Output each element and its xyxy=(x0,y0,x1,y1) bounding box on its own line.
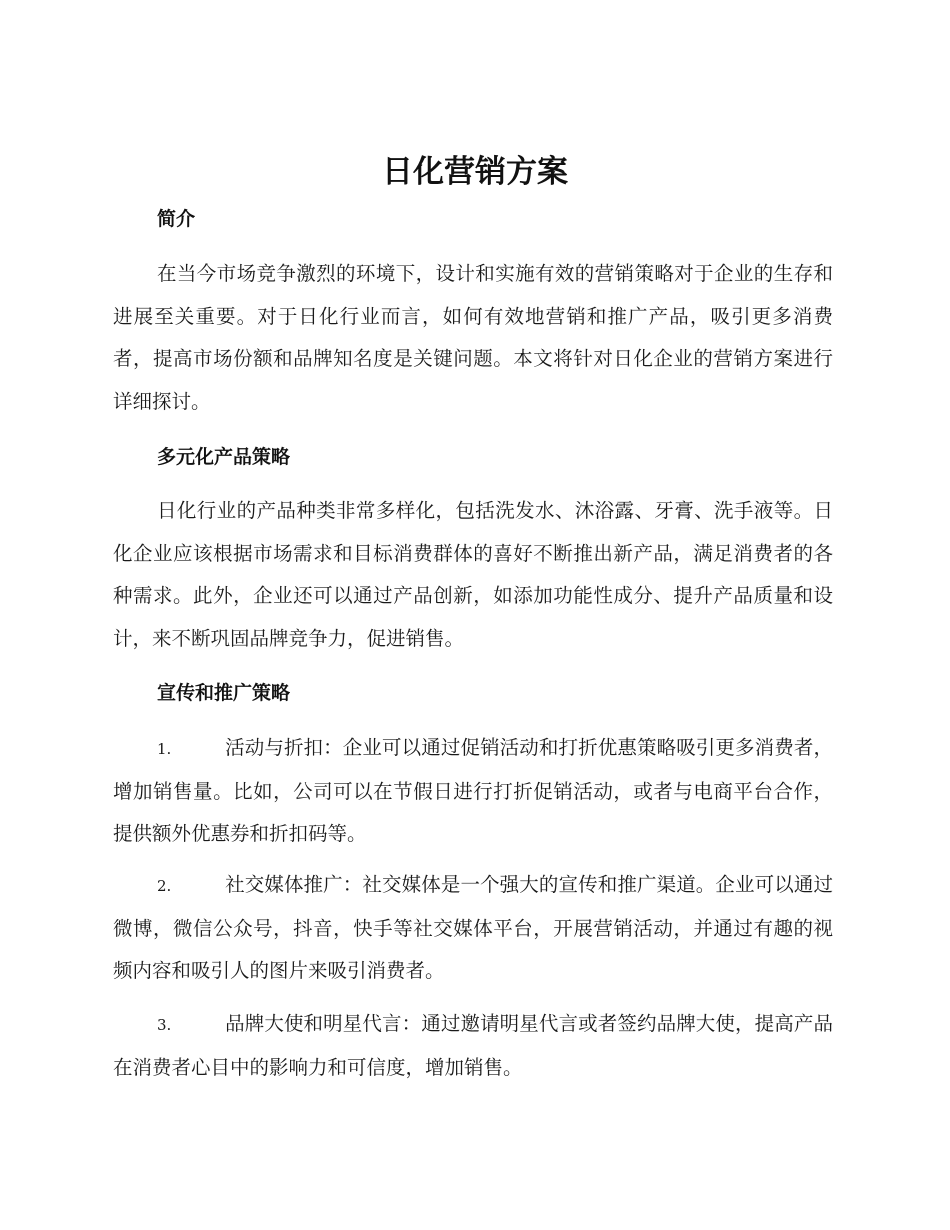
product-strategy-paragraph: 日化行业的产品种类非常多样化，包括洗发水、沐浴露、牙膏、洗手液等。日化企业应该根据市场需求和目标消费群体的喜好不断推出新产品，满足消费者的各种需求。此外，企业还可以通过产品创新，如添加功能性成分、提升产品质量和设计，来不断巩固品牌竞争力，促进销售。 xyxy=(113,499,833,650)
section-heading-product-strategy: 多元化产品策略 xyxy=(157,446,291,468)
list-item-text: 活动与折扣：企业可以通过促销活动和打折优惠策略吸引更多消费者，增加销售量。比如，公司可以在节假日进行打折促销活动，或者与电商平台合作，提供额外优惠券和折扣码等。 xyxy=(113,736,833,845)
intro-paragraph: 在当今市场竞争激烈的环境下，设计和实施有效的营销策略对于企业的生存和进展至关重要。对于日化行业而言，如何有效地营销和推广产品，吸引更多消费者，提高市场份额和品牌知名度是关键问题。本文将针对日化企业的营销方案进行详细探讨。 xyxy=(113,262,833,413)
list-item-number: 1. xyxy=(157,740,172,758)
section-heading-intro: 简介 xyxy=(157,208,196,230)
section-heading-promotion-strategy: 宣传和推广策略 xyxy=(157,682,291,704)
document-title: 日化营销方案 xyxy=(382,154,568,190)
list-item-number: 3. xyxy=(157,1016,172,1034)
list-item xyxy=(113,864,833,993)
list-item xyxy=(113,1003,833,1089)
list-item-number: 2. xyxy=(157,877,172,895)
list-item xyxy=(113,727,833,856)
list-item-text: 品牌大使和明星代言：通过邀请明星代言或者签约品牌大使，提高产品在消费者心目中的影响力和可信度，增加销售。 xyxy=(113,1012,833,1079)
list-item-text: 社交媒体推广：社交媒体是一个强大的宣传和推广渠道。企业可以通过微博，微信公众号，抖音，快手等社交媒体平台，开展营销活动，并通过有趣的视频内容和吸引人的图片来吸引消费者。 xyxy=(113,873,833,982)
